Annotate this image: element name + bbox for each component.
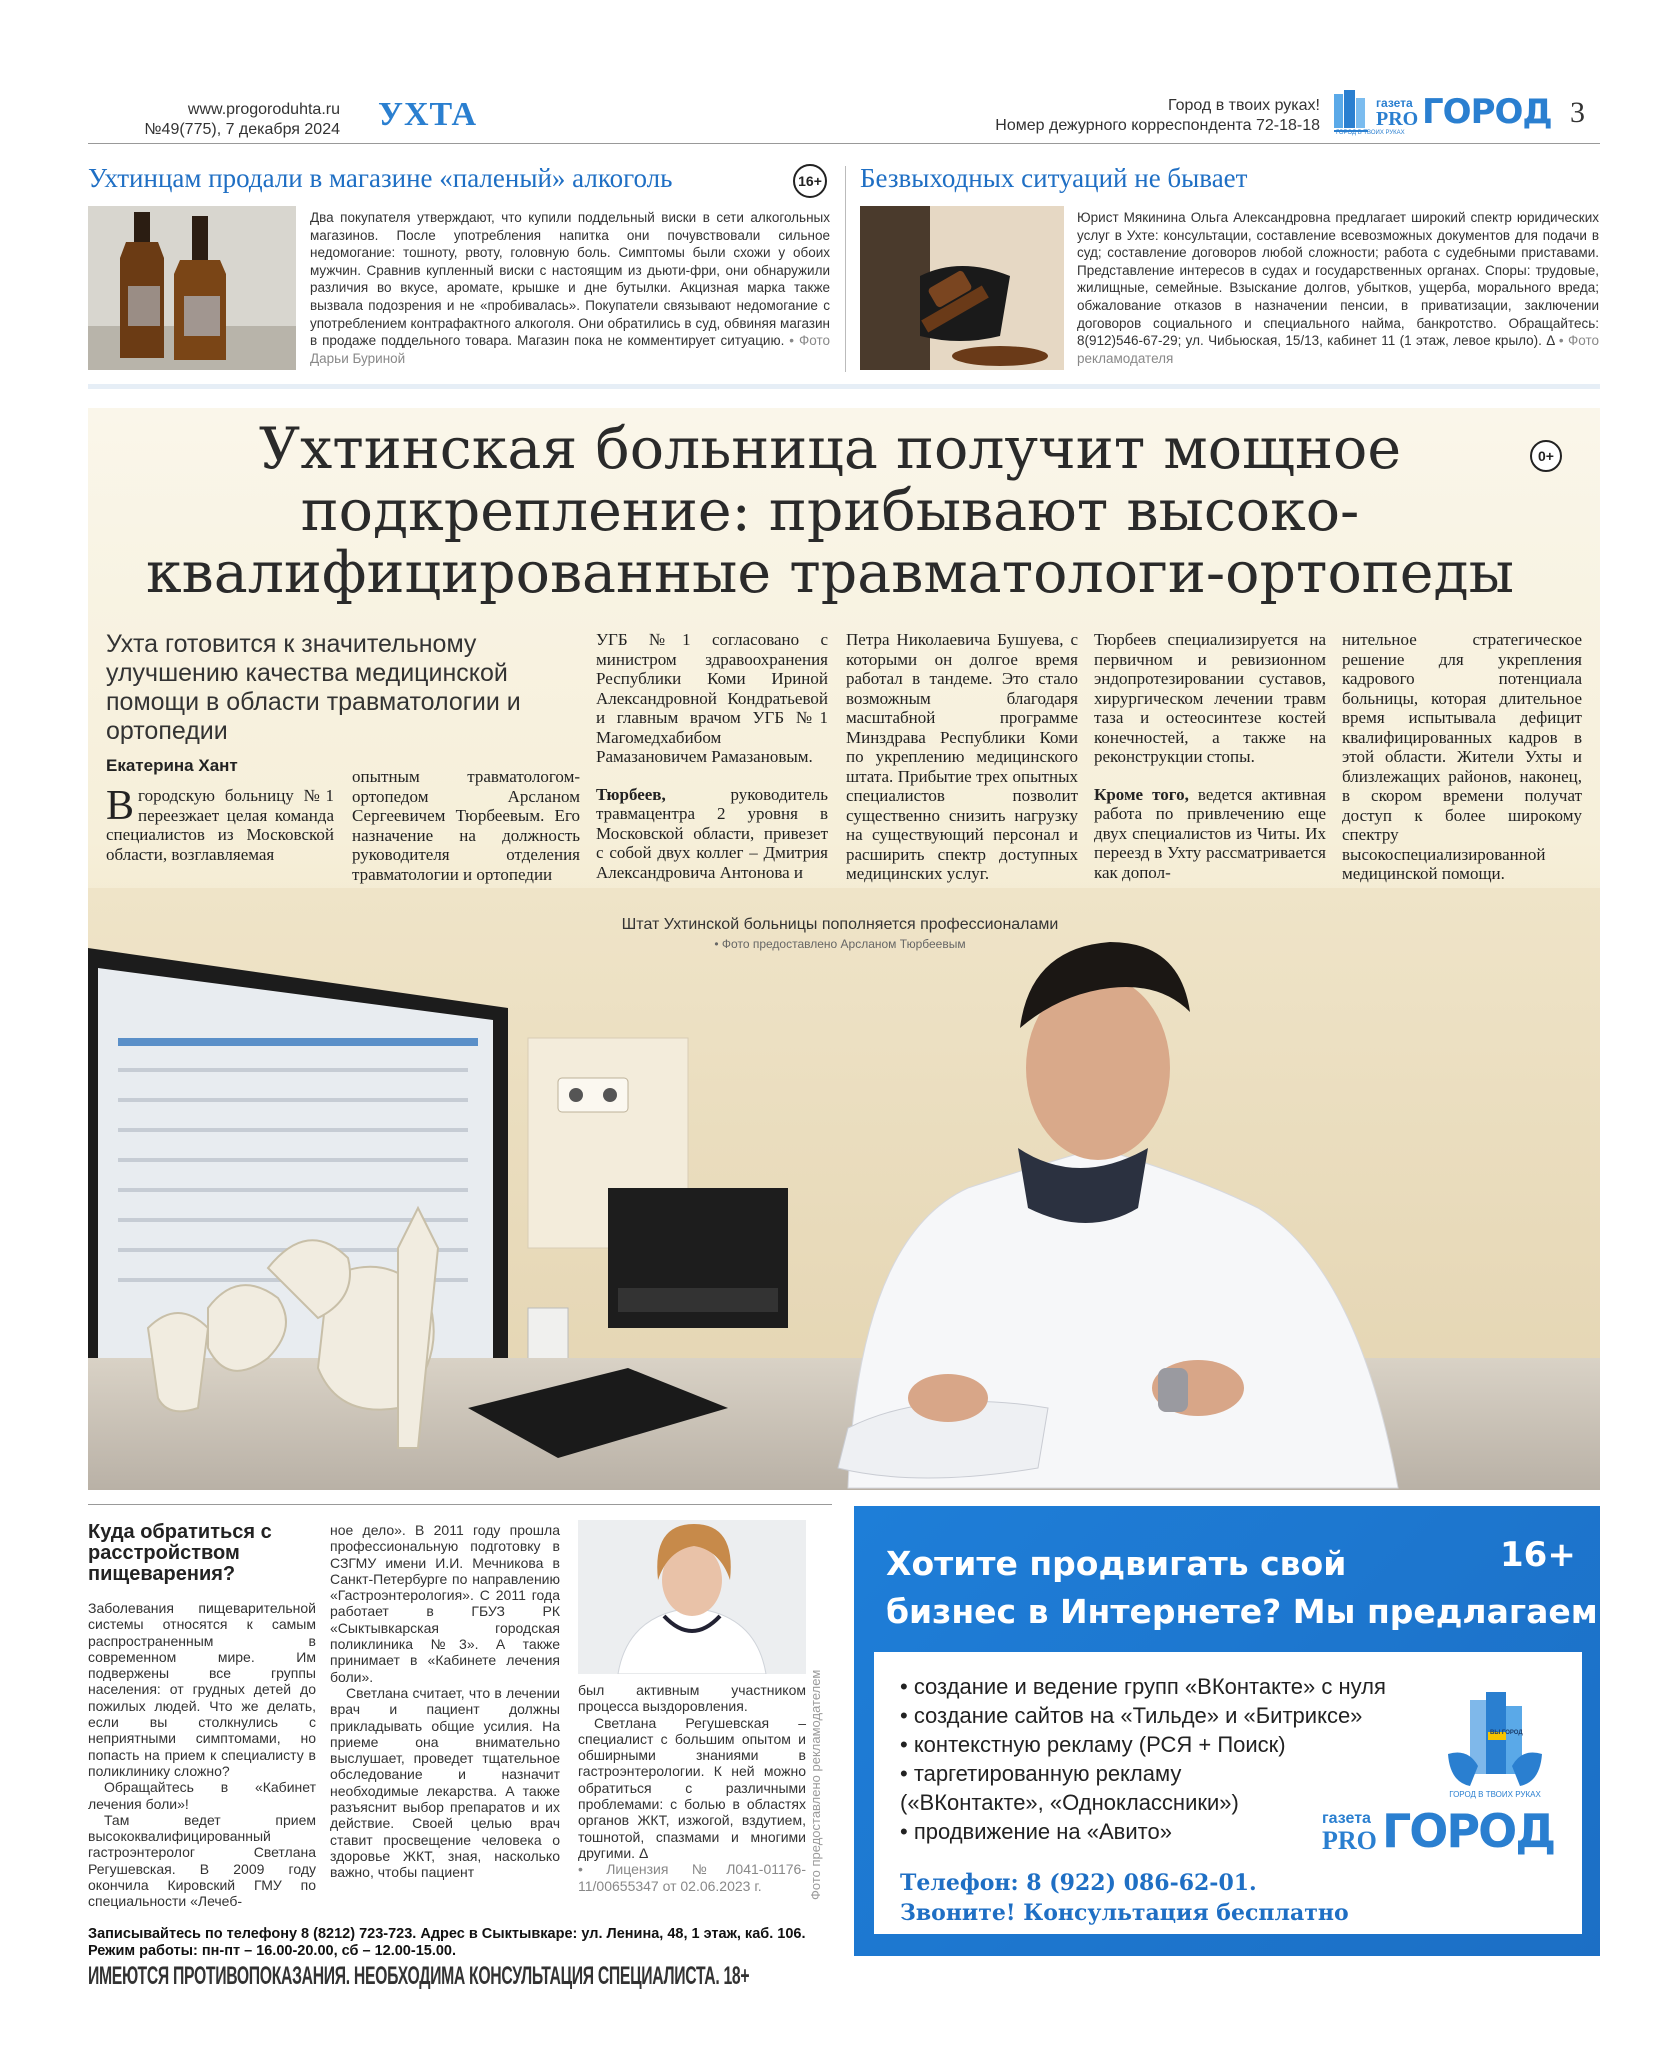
list-item: («ВКонтакте», «Одноклассники») — [900, 1790, 1239, 1815]
logo-tag: ГОРОД В ТВОИХ РУКАХ — [1336, 130, 1405, 136]
ad-headline: Хотите продвигать свой бизнес в Интернете? Мы предлагаем: — [886, 1544, 1611, 1631]
feature-column-2: опытным травматологом-ортопедом Арсланом Сергеевичем Тюрбеевым. Его назначение на должность руководителя отделения травматологии и ортопедии — [352, 767, 580, 884]
photo-credit: • Фото Дарьи Буриной — [310, 333, 830, 366]
section-divider — [88, 384, 1600, 389]
ad-call-to-action: Звоните! Консультация бесплатно — [900, 1900, 1349, 1926]
logo-city: ГОРОД — [1382, 1804, 1555, 1858]
age-rating-badge: 16+ — [793, 164, 827, 198]
gastro-column-2: ное дело». В 2011 году прошла профессиональную подготовку в СЗГМУ имени И.И. Мечникова в Санкт-Петербурге по направлению «Гастроэнтерология». С 2011 года работает в ГБУЗ РК «Сыктывкарская городская поликлиника №3». А также принимает в «Кабинете лечения боли». Светлана считает, что в лечении врач и пациент должны прикладывать общие усилия. На приеме она внимательно выслушает, проведет тщательное обследование и назначит необходимые лекарства. А также разъяснит выбор препаратов и их действие. Своей целью врач ставит просвещение человека о здоровье ЖКТ, зная, насколько важно, чтобы пациент — [330, 1522, 560, 1881]
page-number: 3 — [1570, 96, 1585, 129]
logo-pro: PRO — [1322, 1826, 1377, 1855]
news-left-body: Два покупателя утверждают, что купили поддельный виски в сети алкогольных магазинов. После употребления напитка они почувствовали сильное недомогание: тошноту, рвоту, головную боль. Симптомы были схожи у обоих мужчин. Сравнив купленный виски с настоящим из дьюти-фри, они обнаружили различия во вкусе, аромате, крышке и дне бутылки. Акцизная марка также вызвала подозрения и не «пробивалась». Покупатели связывают недомогание с употреблением контрафактного алкоголя. Они обратились в суд, обвиняя магазин в продаже поддельного товара. Магазин пока не комментирует ситуацию. • Фото Дарьи Буриной — [310, 210, 830, 366]
logo-small: газета — [1322, 1810, 1371, 1827]
doctor-portrait — [578, 1520, 806, 1674]
newspaper-logo — [1330, 90, 1570, 140]
list-item: • таргетированную рекламу — [900, 1761, 1182, 1786]
news-right-title[interactable]: Безвыходных ситуаций не бывает — [860, 163, 1248, 193]
contact-info: Записывайтесь по телефону 8 (8212) 723-723. Адрес в Сыктывкаре: ул. Ленина, 48, 1 этаж, каб. 106. Режим работы: пн-пт – 16.00-20.00, сб – 12.00-15.00. — [88, 1926, 806, 1959]
news-right-body: Юрист Мякинина Ольга Александровна предлагает широкий спектр юридических услуг в Ухте: консультации, составление всевозможных документов для подачи в суд; составление договоров любой сложности; работа с судебными приставами. Представление интересов в судах и государственных органах. Споры: трудовые, жилищные, семейные. Взыскание долгов, убытков, ущерба, морального вреда; обжалование отказов в назначении пенсии, в приватизации, заключении договоров социального и специального найма, банкротство. Обращайтесь: 8(912)546-67-29; ул. Чибьюская, 15/13, кабинет 11 (1 этаж, левое крыло). Δ • Фото рекламодателя — [1077, 210, 1599, 366]
list-item: • создание и ведение групп «ВКонтакте» с нуля — [900, 1674, 1386, 1699]
age-rating-badge: 0+ — [1530, 440, 1562, 472]
hotline: Номер дежурного корреспондента 72-18-18 — [995, 117, 1320, 134]
feature-column-3: УГБ №1 согласовано с министром здравоохранения Республики Коми Ириной Александровной Кондратьевой и главным врачом УГБ №1 Магомедхабибом Рамазановичем Рамазановым. Тюрбеев, руководитель травмацентра 2 уровня в Московской области, привезет с собой двух коллег – Дмитрия Александровича Антонова и — [596, 630, 828, 882]
header-divider — [88, 143, 1600, 144]
gastro-column-1: Заболевания пищеварительной системы относятся к самым распространенным в современном мире. Им подвержены все группы населения: от грудных детей до пожилых людей. Что же делать, если вы столкнулись с неприятными симптомами, но попасть на прием к специалисту в поликлинику сложно? Обращайтесь в «Кабинет лечения боли»! Там ведет прием высококвалифицированный гастроэнтеролог Светлана Регушевская. В 2009 году окончила Кировский ГМУ по специальности «Лечеб- — [88, 1600, 316, 1910]
ad-contacts — [900, 1868, 1349, 1928]
doctor-photo — [88, 888, 1600, 1490]
vertical-photo-credit: Фото предоставлено рекламодателем — [808, 1669, 823, 1900]
building-hands-icon — [1440, 1692, 1550, 1788]
medical-warning: ИМЕЮТСЯ ПРОТИВОПОКАЗАНИЯ. НЕОБХОДИМА КОНСУЛЬТАЦИЯ СПЕЦИАЛИСТА. 18+ — [88, 1962, 750, 1990]
photo-caption: Штат Ухтинской больницы пополняется профессионалами — [621, 916, 1059, 933]
issue-date: №49(775), 7 декабря 2024 — [144, 121, 340, 138]
city-label: УХТА — [378, 96, 478, 133]
feature-headline: Ухтинская больница получит мощное подкрепление: прибывают высоко- квалифицированные травматологи-ортопеды — [146, 416, 1514, 606]
masthead-left — [140, 100, 340, 140]
gastro-title[interactable]: Куда обратиться с расстройством пищеварения? — [88, 1521, 272, 1585]
list-item: • продвижение на «Авито» — [900, 1819, 1172, 1844]
feature-column-5: Тюрбеев специализируется на первичном и ревизионном эндопротезировании суставов, хирургическом лечении травм таза и остеосинтезе костей конечностей, а также на реконструкции стопы. Кроме того, ведется активная работа по привлечению еще двух специалистов из Читы. Их переезд в Ухту рассматривается как допол- — [1094, 630, 1326, 882]
logo-building-text: ВЫ ГОРОД — [1490, 1730, 1523, 1736]
ad-age-rating: 16+ — [1500, 1535, 1576, 1575]
logo-tag: ГОРОД В ТВОИХ РУКАХ — [1449, 1790, 1541, 1799]
ad-newspaper-logo — [1318, 1804, 1558, 1860]
column-divider — [845, 166, 846, 372]
license-text: • Лицензия №Л041-01176-11/00655347 от 02.06.2023 г. — [578, 1861, 806, 1894]
ad-building-logo — [1440, 1692, 1550, 1804]
whisky-photo — [88, 206, 296, 370]
list-item: • создание сайтов на «Тильде» и «Битриксе» — [900, 1703, 1363, 1728]
photo-credit: • Фото рекламодателя — [1077, 333, 1599, 366]
ad-phone[interactable]: Телефон: 8 (922) 086-62-01. — [900, 1870, 1257, 1896]
logo-small: газета — [1376, 96, 1413, 110]
logo-pro: PRO — [1376, 108, 1419, 130]
masthead-right — [960, 96, 1320, 136]
logo-city: ГОРОД — [1422, 92, 1552, 132]
slogan: Город в твоих руках! — [1167, 97, 1320, 114]
feature-column-6: нительное стратегическое решение для укрепления кадрового потенциала больницы, которая длительное время испытывала дефицит квалифицированных кадров в этой области. Жители Ухты и близлежащих районов, наконец, в скором времени получат доступ к более широкому спектру высокоспециализированной медицинской помощи. — [1342, 630, 1582, 883]
photo-credit: • Фото предоставлено Арсланом Тюрбеевым — [714, 937, 966, 951]
gastro-column-3: был активным участником процесса выздоровления. Светлана Регушевская – специалист с большим опытом и обширными знаниями в гастроэнтерологии. К ней можно обратиться с различными проблемами: с болью в областях органов ЖКТ, изжогой, вздутием, тошнотой, спазмами и многими другими. Δ • Лицензия №Л041-01176-11/00655347 от 02.06.2023 г. — [578, 1682, 806, 1894]
feature-column-1: Вгородскую больницу №1 переезжает целая команда специалистов из Московской области, возглавляемая — [106, 783, 334, 864]
section-divider — [88, 1504, 832, 1505]
feature-lead: Ухта готовится к значительному улучшению качества медицинской помощи в области травматологии и ортопедии — [106, 630, 521, 745]
drop-cap: В — [106, 783, 135, 829]
author-name: Екатерина Хант — [106, 756, 238, 775]
gavel-photo — [860, 206, 1064, 370]
feature-column-4: Петра Николаевича Бушуева, с которыми он долгое время работал в тандеме. Это стало возможным благодаря масштабной программе Минздрава Республики Коми по укреплению медицинского штата. Прибытие трех опытных специалистов позволит существенно снизить нагрузку на существующий персонал и расширить спектр доступных медицинских услуг. — [846, 630, 1078, 883]
news-left-title[interactable]: Ухтинцам продали в магазине «паленый» алкоголь — [88, 163, 673, 193]
site-url[interactable]: www.progoroduhta.ru — [187, 101, 340, 118]
list-item: • контекстную рекламу (РСЯ + Поиск) — [900, 1732, 1286, 1757]
